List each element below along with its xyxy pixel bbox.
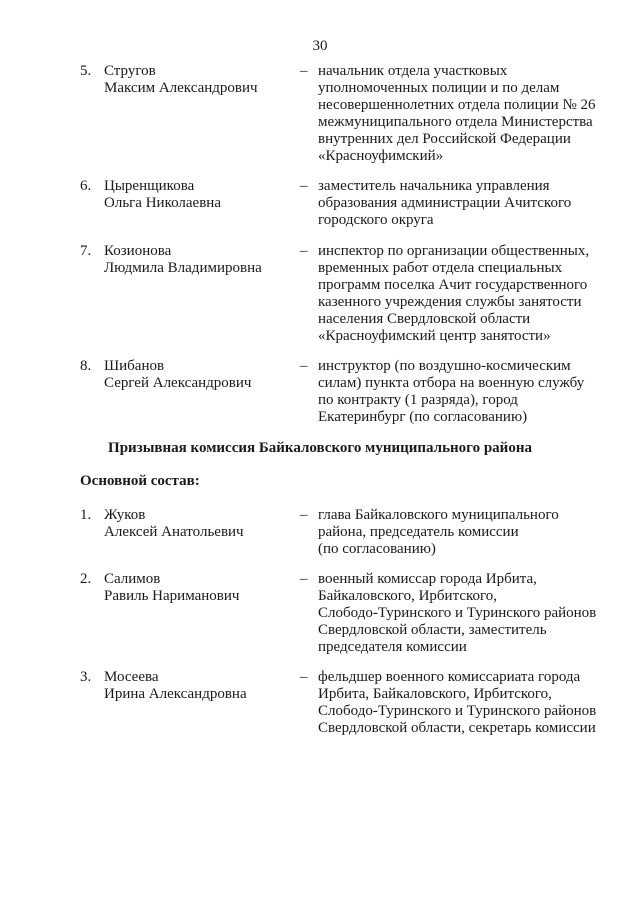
dash-separator: – — [300, 178, 308, 194]
member-name — [104, 63, 294, 97]
dash-separator: – — [300, 669, 308, 685]
member-role — [318, 669, 620, 737]
role-line: Свердловской области, заместитель — [318, 622, 547, 638]
member-role — [318, 243, 618, 345]
member-name — [104, 507, 294, 541]
member-name — [104, 178, 294, 212]
role-line: образования администрации Ачитского — [318, 195, 572, 211]
role-line: казенного учреждения службы занятости — [318, 294, 582, 310]
subsection-title: Основной состав: — [80, 473, 200, 489]
entry-number: 8. — [80, 358, 92, 374]
role-line: района, председатель комиссии — [318, 524, 519, 540]
role-line: силам) пункта отбора на военную службу — [318, 375, 585, 391]
member-name — [104, 243, 294, 277]
dash-separator: – — [300, 243, 308, 259]
member-given-names: Ирина Александровна — [104, 686, 247, 702]
member-surname: Мосеева — [104, 669, 159, 685]
role-line: уполномоченных полиции и по делам — [318, 80, 560, 96]
entry-number: 5. — [80, 63, 92, 79]
role-line: военный комиссар города Ирбита, — [318, 571, 537, 587]
member-role — [318, 507, 620, 558]
member-role — [318, 178, 618, 229]
page-number: 30 — [312, 38, 328, 54]
role-line: «Красноуфимский центр занятости» — [318, 328, 551, 344]
member-surname: Цыренщикова — [104, 178, 195, 194]
role-line: Екатеринбург (по согласованию) — [318, 409, 528, 425]
role-line: межмуниципального отдела Министерства — [318, 114, 593, 130]
role-line: по контракту (1 разряда), город — [318, 392, 518, 408]
member-name — [104, 358, 294, 392]
role-line: несовершеннолетних отдела полиции № 26 — [318, 97, 596, 113]
dash-separator: – — [300, 507, 308, 523]
role-line: Свердловской области, секретарь комиссии — [318, 720, 596, 736]
member-role — [318, 358, 618, 426]
role-line: Ирбита, Байкаловского, Ирбитского, — [318, 686, 552, 702]
role-line: фельдшер военного комиссариата города — [318, 669, 581, 685]
member-surname: Козионова — [104, 243, 172, 259]
entry-number: 6. — [80, 178, 92, 194]
member-name — [104, 669, 294, 703]
entry-number: 3. — [80, 669, 92, 685]
member-role — [318, 571, 620, 656]
member-given-names: Ольга Николаевна — [104, 195, 221, 211]
member-given-names: Людмила Владимировна — [104, 260, 262, 276]
member-surname: Шибанов — [104, 358, 165, 374]
role-line: программ поселка Ачит государственного — [318, 277, 588, 293]
member-given-names: Равиль Нариманович — [104, 588, 240, 604]
member-role — [318, 63, 618, 165]
section-title: Призывная комиссия Байкаловского муниципального района — [108, 440, 532, 456]
member-given-names: Сергей Александрович — [104, 375, 252, 391]
member-surname: Жуков — [104, 507, 146, 523]
role-line: (по согласованию) — [318, 541, 436, 557]
role-line: заместитель начальника управления — [318, 178, 550, 194]
role-line: Байкаловского, Ирбитского, — [318, 588, 498, 604]
member-name — [104, 571, 294, 605]
entry-number: 7. — [80, 243, 92, 259]
role-line: Слободо-Туринского и Туринского районов — [318, 703, 597, 719]
member-given-names: Максим Александрович — [104, 80, 258, 96]
role-line: глава Байкаловского муниципального — [318, 507, 559, 523]
member-surname: Салимов — [104, 571, 161, 587]
role-line: Слободо-Туринского и Туринского районов — [318, 605, 597, 621]
role-line: городского округа — [318, 212, 434, 228]
role-line: начальник отдела участковых — [318, 63, 508, 79]
role-line: инспектор по организации общественных, — [318, 243, 590, 259]
role-line: населения Свердловской области — [318, 311, 531, 327]
dash-separator: – — [300, 571, 308, 587]
member-surname: Стругов — [104, 63, 156, 79]
entry-number: 1. — [80, 507, 92, 523]
dash-separator: – — [300, 63, 308, 79]
role-line: «Красноуфимский» — [318, 148, 444, 164]
role-line: временных работ отдела специальных — [318, 260, 563, 276]
role-line: внутренних дел Российской Федерации — [318, 131, 571, 147]
role-line: инструктор (по воздушно-космическим — [318, 358, 571, 374]
member-given-names: Алексей Анатольевич — [104, 524, 244, 540]
entry-number: 2. — [80, 571, 92, 587]
role-line: председателя комиссии — [318, 639, 467, 655]
dash-separator: – — [300, 358, 308, 374]
